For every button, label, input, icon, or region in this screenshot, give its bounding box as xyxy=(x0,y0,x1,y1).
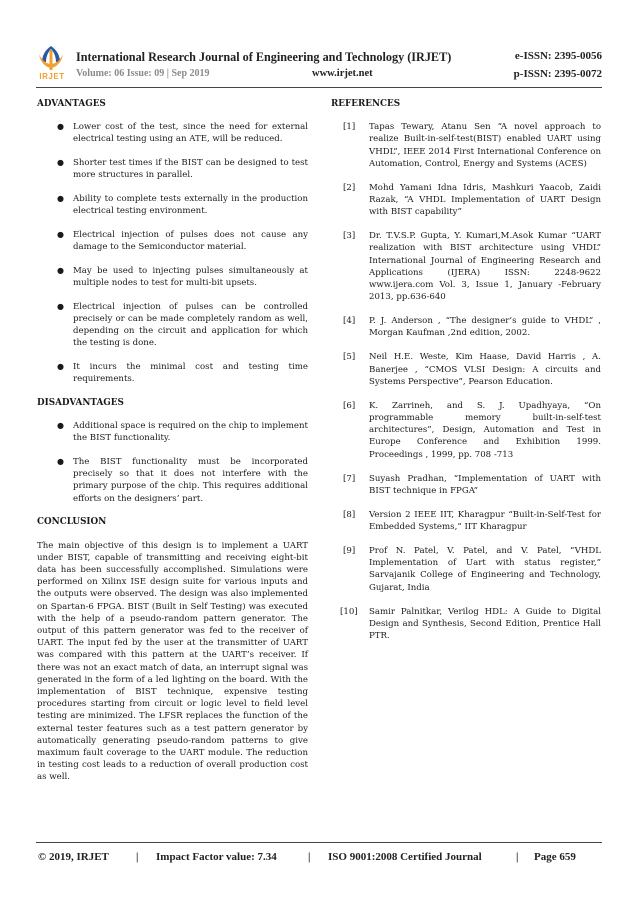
eissn: e-ISSN: 2395-0056 xyxy=(514,50,602,62)
advantages-heading: ADVANTAGES xyxy=(37,99,106,109)
footer-separator: | xyxy=(308,851,311,863)
reference-number: [8] xyxy=(343,509,356,520)
footer-rule xyxy=(36,842,602,843)
bullet-icon: ● xyxy=(57,362,64,372)
left-column xyxy=(37,98,308,784)
disadvantages-heading: DISADVANTAGES xyxy=(37,397,124,408)
conclusion-heading: CONCLUSION xyxy=(37,517,107,528)
right-column xyxy=(331,98,601,654)
reference-item: [8] Version 2 IEEE IIT, Kharagpur “Built-in-Self-Test for Embedded Systems,” IIT Kharagpur xyxy=(343,509,601,533)
logo-text: IRJET xyxy=(39,72,65,81)
reference-item: [1] Tapas Tewary, Atanu Sen “A novel approach to realize Built-in-self-test(BIST) enabled UART using VHDL”, IEEE 2014 First International Conference on Automation, Control, Energy and Systems (ACES) xyxy=(343,122,601,169)
footer-copyright: © 2019, IRJET xyxy=(38,851,109,863)
reference-item: [7] Suyash Pradhan, “Implementation of UART with BIST technique in FPGA” xyxy=(343,473,601,496)
reference-number: [6] xyxy=(343,400,356,411)
footer-impact-factor: Impact Factor value: 7.34 xyxy=(156,851,277,863)
reference-item: [5] Neil H.E. Weste, Kim Haase, David Harris , A. Banerjee , “CMOS VLSI Design: A circuits and Systems Perspective”, Pearson Education. xyxy=(343,352,601,387)
page-footer xyxy=(36,851,602,867)
footer-page-number: Page 659 xyxy=(534,851,576,863)
list-item: ● Lower cost of the test, since the need for external electrical testing using an ATE, will be reduced. xyxy=(57,122,308,145)
reference-number: [1] xyxy=(343,122,356,133)
reference-number: [4] xyxy=(343,316,356,327)
volume-issue: Volume: 06 Issue: 09 | Sep 2019 xyxy=(76,68,210,79)
pissn: p-ISSN: 2395-0072 xyxy=(513,68,602,80)
reference-number: [9] xyxy=(343,546,356,557)
reference-item: [6] K. Zarrineh, and S. J. Upadhyaya, “On programmable memory built-in-self-test architectures”, Design, Automation and Test in Europe Conference and Exhibition 1999. Proceedings , 1999, pp. 708 -713 xyxy=(343,400,601,460)
journal-header xyxy=(36,44,602,84)
reference-number: [3] xyxy=(343,231,356,242)
list-item: ● May be used to injecting pulses simultaneously at multiple nodes to test for multi-bit upsets. xyxy=(57,265,308,289)
journal-title: International Research Journal of Engineering and Technology (IRJET) xyxy=(76,50,452,64)
reference-item: [10] Samir Palnitkar, Verilog HDL: A Guide to Digital Design and Synthesis, Second Edition, Prentice Hall PTR. xyxy=(340,606,601,642)
bullet-icon: ● xyxy=(57,301,64,311)
bullet-icon: ● xyxy=(57,158,64,168)
journal-url[interactable]: www.irjet.net xyxy=(312,68,373,79)
conclusion-text: The main objective of this design is to implement a UART under BIST, capable of transmitting and receiving eight-bit data has been successfully accomplished. Simulations were performed on Xilinx ISE design suite for various inputs and the outputs were observed. The design was also implemented on Spartan-6 FPGA. BIST (Built in Self Testing) was executed with the help of a pseudo-random pattern generator. The output of this pattern generator was fed to the receiver of UART. The input fed by the user at the transmitter of UART was compared with this pattern at the UART’s receiver. If there was not an exact match of data, an interrupt signal was generated in the form of a led lighting on the board. With the implementation of BIST technique, expensive testing procedures starting from circuit or logic level to field level testing are minimized. The LFSR replaces the function of the external tester features such as a test pattern generator by automatically generating pseudo-random patterns to give maximum fault coverage to the UART module. The reduction in testing cost leads to a reduction of overall production cost as well. xyxy=(37,540,308,783)
references-list xyxy=(331,121,601,642)
reference-item: [9] Prof N. Patel, V. Patel, and V. Patel, “VHDL Implementation of Uart with status register,” Sarvajanik College of Engineering and Technology, Gujarat, India xyxy=(343,546,601,593)
footer-separator: | xyxy=(136,851,139,863)
reference-number: [2] xyxy=(343,182,356,193)
bullet-icon: ● xyxy=(57,229,64,239)
bullet-icon: ● xyxy=(57,194,64,204)
reference-item: [2] Mohd Yamani Idna Idris, Mashkuri Yaacob, Zaidi Razak, “A VHDL Implementation of UART Design with BIST capability” xyxy=(343,182,601,218)
reference-number: [7] xyxy=(343,473,356,484)
list-item: ● Ability to complete tests externally in the production electrical testing environment. xyxy=(57,194,308,217)
reference-number: [5] xyxy=(343,352,356,363)
bullet-icon: ● xyxy=(57,457,64,467)
reference-number: [10] xyxy=(340,606,358,617)
footer-separator: | xyxy=(516,851,519,863)
bullet-icon: ● xyxy=(57,421,64,431)
footer-iso: ISO 9001:2008 Certified Journal xyxy=(328,851,482,863)
disadvantages-list xyxy=(37,420,308,505)
references-heading: REFERENCES xyxy=(331,99,401,109)
header-rule xyxy=(36,87,602,88)
list-item: ● It incurs the minimal cost and testing time requirements. xyxy=(57,362,308,385)
list-item: ● Electrical injection of pulses does not cause any damage to the Semiconductor material. xyxy=(57,229,308,253)
list-item: ● Shorter test times if the BIST can be designed to test more structures in parallel. xyxy=(57,158,308,181)
bullet-icon: ● xyxy=(57,265,64,275)
reference-item: [4] P. J. Anderson , “The designer’s guide to VHDL” , Morgan Kaufman ,2nd edition, 2002. xyxy=(343,316,601,339)
reference-item: [3] Dr. T.V.S.P. Gupta, Y. Kumari,M.Asok Kumar “UART realization with BIST architecture using VHDL” International Journal of Engineering Research and Applications (IJERA) ISSN: 2248-9622 www.ijera.com Vol. 3, Issue 1, January -February 2013, pp.636-640 xyxy=(343,231,601,303)
advantages-list xyxy=(37,121,308,385)
bullet-icon: ● xyxy=(57,122,64,132)
list-item: ● The BIST functionality must be incorporated precisely so that it does not interfere with the primary purpose of the chip. This requires additional efforts on the designers’ part. xyxy=(57,457,308,504)
list-item: ● Additional space is required on the chip to implement the BIST functionality. xyxy=(57,421,308,444)
list-item: ● Electrical injection of pulses can be controlled precisely or can be made completely random as well, depending on the circuit and application for which the testing is done. xyxy=(57,301,308,349)
